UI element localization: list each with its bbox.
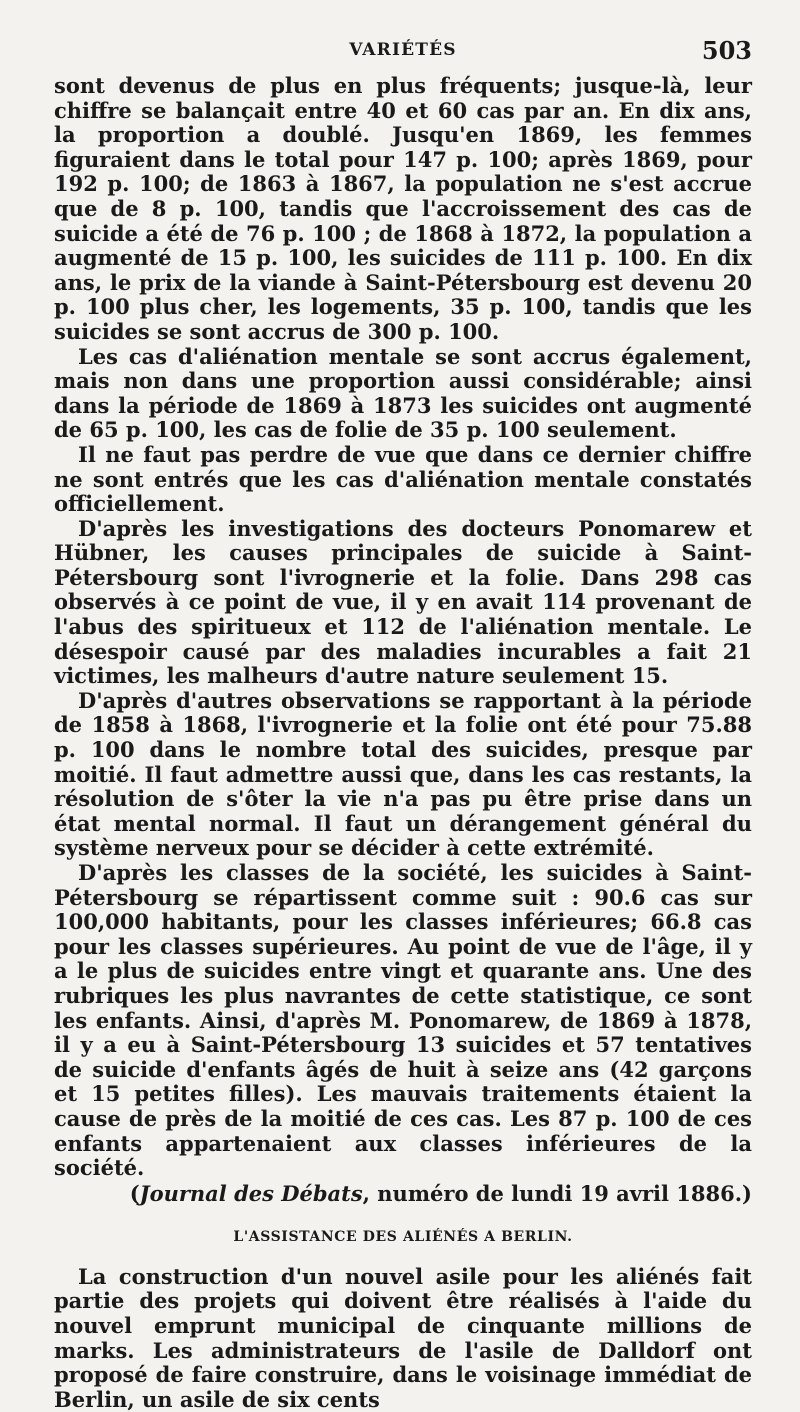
paragraph: Les cas d'aliénation mentale se sont accrus également, mais non dans une proportion aussi considérable; ainsi dans la période de 1869 à 1873 les suicides ont augmenté de 65 p. 100, les cas de folie de 35 p. 100 seulement. bbox=[54, 343, 752, 443]
running-title: VARIÉTÉS bbox=[349, 40, 457, 60]
citation-journal: Journal des Débats bbox=[139, 1180, 363, 1206]
paragraph: D'après d'autres observations se rapportant à la période de 1858 à 1868, l'ivrognerie et la folie ont été pour 75.88 p. 100 dans le nombre total des suicides, presque par moitié. Il faut admettre aussi que, dans les cas restants, la résolution de s'ôter la vie n'a pas pu être prise dans un état mental normal. Il faut un dérangement général du système nerveux pour se décider à cette extrémité. bbox=[54, 687, 752, 861]
section-title: L'ASSISTANCE DES ALIÉNÉS A BERLIN. bbox=[233, 1228, 573, 1245]
page-header bbox=[54, 36, 752, 74]
paragraph: D'après les classes de la société, les suicides à Saint-Pétersbourg se répartissent comme suit : 90.6 cas sur 100,000 habitants, pour les classes inférieures; 66.8 cas pour les classes supérieures. Au point de vue de l'âge, il y a le plus de suicides entre vingt et quarante ans. Une des rubriques les plus navrantes de cette statistique, ce sont les enfants. Ainsi, d'après M. Ponomarew, de 1869 à 1878, il y a eu à Saint-Pétersbourg 13 suicides et 57 tentatives de suicide d'enfants âgés de huit à seize ans (42 garçons et 15 petites filles). Les mauvais traitements étaient la cause de près de la moitié de ces cas. Les 87 p. 100 de ces enfants appartenaient aux classes inférieures de la société. bbox=[54, 860, 752, 1181]
citation-rest: , numéro de lundi 19 avril 1886.) bbox=[362, 1180, 752, 1206]
paragraph: D'après les investigations des docteurs Ponomarew et Hübner, les causes principales de suicide à Saint-Pétersbourg sont l'ivrognerie et la folie. Dans 298 cas observés à ce point de vue, il y en avait 114 provenant de l'abus des spiritueux et 112 de l'aliénation mentale. Le désespoir causé par des maladies incurables a fait 21 victimes, les malheurs d'autre nature seulement 15. bbox=[54, 515, 752, 689]
paragraph: sont devenus de plus en plus fréquents; jusque-là, leur chiffre se balançait entre 40 et 60 cas par an. En dix ans, la proportion a doublé. Jusqu'en 1869, les femmes figuraient dans le total pour 147 p. 100; après 1869, pour 192 p. 100; de 1863 à 1867, la population ne s'est accrue que de 8 p. 100, tandis que l'accroissement des cas de suicide a été de 76 p. 100 ; de 1868 à 1872, la population a augmenté de 15 p. 100, les suicides de 111 p. 100. En dix ans, le prix de la viande à Saint-Pétersbourg est devenu 20 p. 100 plus cher, les logements, 35 p. 100, tandis que les suicides se sont accrus de 300 p. 100. bbox=[54, 73, 752, 344]
paragraph: La construction d'un nouvel asile pour les aliénés fait partie des projets qui doivent être réalisés à l'aide du nouvel emprunt municipal de cinquante millions de marks. Les administrateurs de l'asile de Dalldorf ont proposé de faire construire, dans le voisinage immédiat de Berlin, un asile de six cents bbox=[54, 1263, 752, 1412]
section-body bbox=[54, 1265, 752, 1412]
citation-open: ( bbox=[129, 1180, 140, 1206]
article-body bbox=[54, 74, 752, 1181]
source-citation bbox=[54, 1181, 752, 1207]
paragraph: Il ne faut pas perdre de vue que dans ce dernier chiffre ne sont entrés que les cas d'aliénation mentale constatés officiellement. bbox=[54, 441, 752, 517]
page-number: 503 bbox=[701, 36, 752, 65]
